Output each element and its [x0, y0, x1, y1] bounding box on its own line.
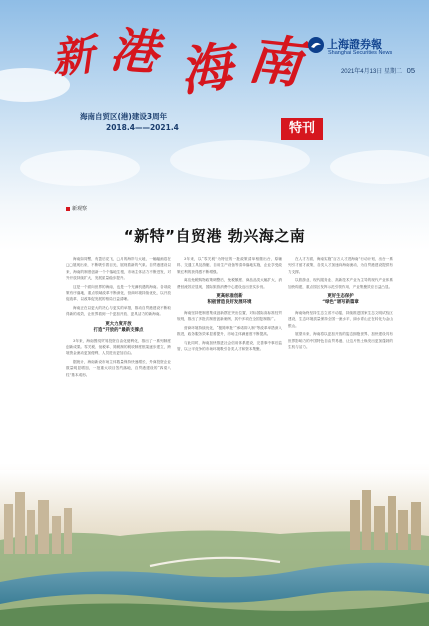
article-paragraph: 海南正在以更大的决心与更实的举措，推动自贸港建设不断取得新的成效，让世界看到一个更加开放、更具活力的新海南。 [66, 305, 171, 317]
column-subheading: 更大力度开放 打造“开放的”最新支撑点 [93, 321, 144, 333]
article-paragraph: 海南如同鹭，有盈后花飞，□月的海岸与大地，一幅幅画卷在□□展现出来，不断吸引着目光，展现着新的气象。自贸港建设以来，海南的制度创新一个个落地生根，市场主体活力不断迸发，对外开放持续扩大，发展质量稳步提升。 [66, 257, 171, 281]
section-marker-icon [66, 207, 70, 211]
article-paragraph: 这是一个面向世界的海南，也是一个充满机遇的海南。各项政策有序落地，重点领域改革不断深化，营商环境持续优化，以开放促改革、以改革促发展的格局日益清晰。 [66, 284, 171, 302]
article-paragraph: 与此同时，海南加快推进社会信用体系建设，完善事中事后监管，以公平竞争的市场环境吸引各类人才和资本集聚。 [177, 340, 282, 352]
masthead-char: 南 [244, 26, 306, 96]
cloud-decoration [170, 140, 310, 180]
article-paragraph: 海南始终坚持生态立省不动摇，持续推进国家生态文明试验区建设，生态环境质量保持全国一流水平，绿水青山正在转化为金山银山。 [288, 311, 393, 328]
article-paragraph: 以旅游业、现代服务业、高新技术产业为主导的现代产业体系加快构建，重点园区发挥示范引领作用，产业集聚效应日益凸显。 [288, 278, 393, 289]
article-paragraph: 营商环境持续优化，“极简审批”“承诺即入制”等改革举措深入推进，政务服务效率显著提升，市场主体满意度不断提高。 [177, 325, 282, 337]
masthead-char: 新 [49, 29, 97, 84]
article-paragraph: 在人才方面，海南实施“百万人才进海南”行动计划，出台一系列引才留才政策，各类人才加速向海南流动，为自贸港建设提供有力支撑。 [288, 257, 393, 274]
article-column [288, 256, 393, 352]
article-paragraph: 海南坚持把制度集成创新摆在突出位置，对标国际高标准经贸规则，推出了多批次制度创新案例，其中多项在全国复制推广。 [177, 311, 282, 322]
cloud-decoration [330, 150, 429, 184]
aerial-city-photo [0, 470, 429, 626]
masthead-title [49, 22, 312, 104]
special-issue-badge: 特刊 [281, 118, 323, 140]
newspaper-logo [307, 36, 415, 58]
article-paragraph: 据统计，海南新设市场主体数量保持快速增长，外商投资企业数量明显增加，一批重大项目签约落地，自贸港建设的“四梁八柱”基本成形。 [66, 359, 171, 377]
article-paragraph: 3年来，以“零关税”为特征的一批政策清单相继出台，原辅料、交通工具及游艇、自用生产设备等清单落地实施，企业享受政策红利的获得感不断增强。 [177, 257, 282, 274]
issue-dateline [341, 66, 415, 75]
article-headline: “新特”自贸港 勃兴海之南 [123, 227, 306, 245]
newspaper-name: 上海證券報 [327, 38, 382, 51]
anniversary-subtitle: 海南自贸区(港)建设3周年 [80, 112, 168, 121]
section-label: 新观察 [72, 206, 88, 212]
article-paragraph: 展望未来，海南将以更加开放的姿态拥抱世界，加快建设具有世界影响力的中国特色自由贸易港，让这片热土焕发出更加蓬勃的生机与活力。 [288, 332, 393, 350]
column-subheading: 更高标准创新 积极营造良好发展环境 [207, 294, 252, 306]
article-paragraph: 离岛免税购物政策调整后，免税额度、商品品类大幅扩大，消费回流效应显现，国际旅游消费中心建设迈出坚实步伐。 [177, 278, 282, 289]
issue-date: 2021年4月13日 星期二 [340, 69, 402, 75]
article-column [177, 256, 282, 354]
masthead-char: 海 [175, 35, 236, 104]
section-tag [66, 205, 87, 212]
page-number: 05 [406, 66, 415, 75]
masthead-char: 港 [108, 22, 160, 82]
article-column [66, 256, 171, 380]
date-range: 2018.4——2021.4 [106, 123, 179, 132]
cloud-decoration [20, 150, 140, 186]
column-subheading: 更好生态保护 “绿色”谱写新篇章 [322, 294, 359, 306]
logo-icon [307, 36, 325, 54]
article-paragraph: 3年来，海南围绕贸易投资自由化便利化，推出了一系列制度创新成果。零关税、低税率、简税制的税收制度框架逐步建立，跨境资金流动更加便利，人员进出更加自由。 [66, 338, 171, 356]
newspaper-name-en: Shanghai Securities News [328, 50, 393, 56]
